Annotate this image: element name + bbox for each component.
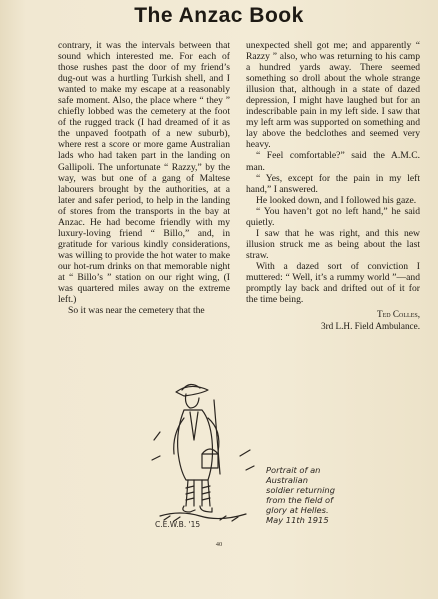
page-number: 40 [215,541,223,548]
caption-line: May 11th 1915 [266,515,329,525]
left-text-column [58,40,230,316]
sketch-caption [266,465,376,525]
soldier-sketch [150,370,260,530]
right-paragraph-5: “ You haven’t got no left hand,” he said quietly. [246,205,420,228]
right-paragraph-3: “ Yes, except for the pain in my left hand,” I answered. [246,172,420,195]
page-title: The Anzac Book [134,4,304,27]
right-paragraph-7: With a dazed sort of conviction I muttered: “ Well, it’s a rummy world ”—and promptly lay back and drifted out of it for the time being. [246,260,420,306]
right-paragraph-4: He looked down, and I followed his gaze. [256,194,417,206]
artist-initials: C.E.W.B. '15 [155,520,201,529]
right-paragraph-2: “ Feel comfortable?” said the A.M.C. man. [246,150,420,173]
caption-line: from the field of [266,495,334,505]
left-paragraph-2: So it was near the cemetery that the [68,305,205,317]
author-unit: 3rd L.H. Field Ambulance. [320,321,420,332]
left-paragraph-1: contrary, it was the intervals between that sound which interested me. For each of those rushes past the door of my friend’s dug-out was a hurtling Turkish shell, and I wanted to make my escape at a reasonably safe moment. Also, the place where “ they ” chiefly lobbed was the cemetery at the foot of the rugged track (I had dreamed of it as the unpaved footpath of a new suburb), where rest a score or more game Australian lads who had taken part in the landing on Gallipoli. The unfortunate “ Razzy,” by the way, was but one of a gang of Maltese labourers brought by the authorities, at a later and safer period, to help in the landing of stores from the transports in the bay at Anzac. He had become friendly with my luxury-loving friend “ Billo,” and, in gratitude for various kindly considerations, was willing to provide the hot water to make our hot-rum drinks on that memorable night at “ Billo’s ” station on our right wing, (I was quartered miles away on the extreme left.) [58,40,230,306]
right-paragraph-1: unexpected shell got me; and apparently “ Razzy ” also, who was returning to his camp a hundred yards away. There seemed something so droll about the whole strange illusion that, although in a state of dazed depression, I might have laughed but for an indescribable pain in my left side. I saw that my left arm was supported on something and lay above the bedclothes and seemed very heavy. [246,40,420,151]
caption-line: soldier returning [266,485,335,495]
caption-line: glory at Helles. [266,505,329,515]
caption-line: Australian [266,475,308,485]
right-text-column [246,40,420,332]
right-paragraph-6: I saw that he was right, and this new illusion struck me as being about the last straw. [246,227,420,261]
caption-line: Portrait of an [266,465,321,475]
author-signature: Ted Colles, [377,309,420,320]
